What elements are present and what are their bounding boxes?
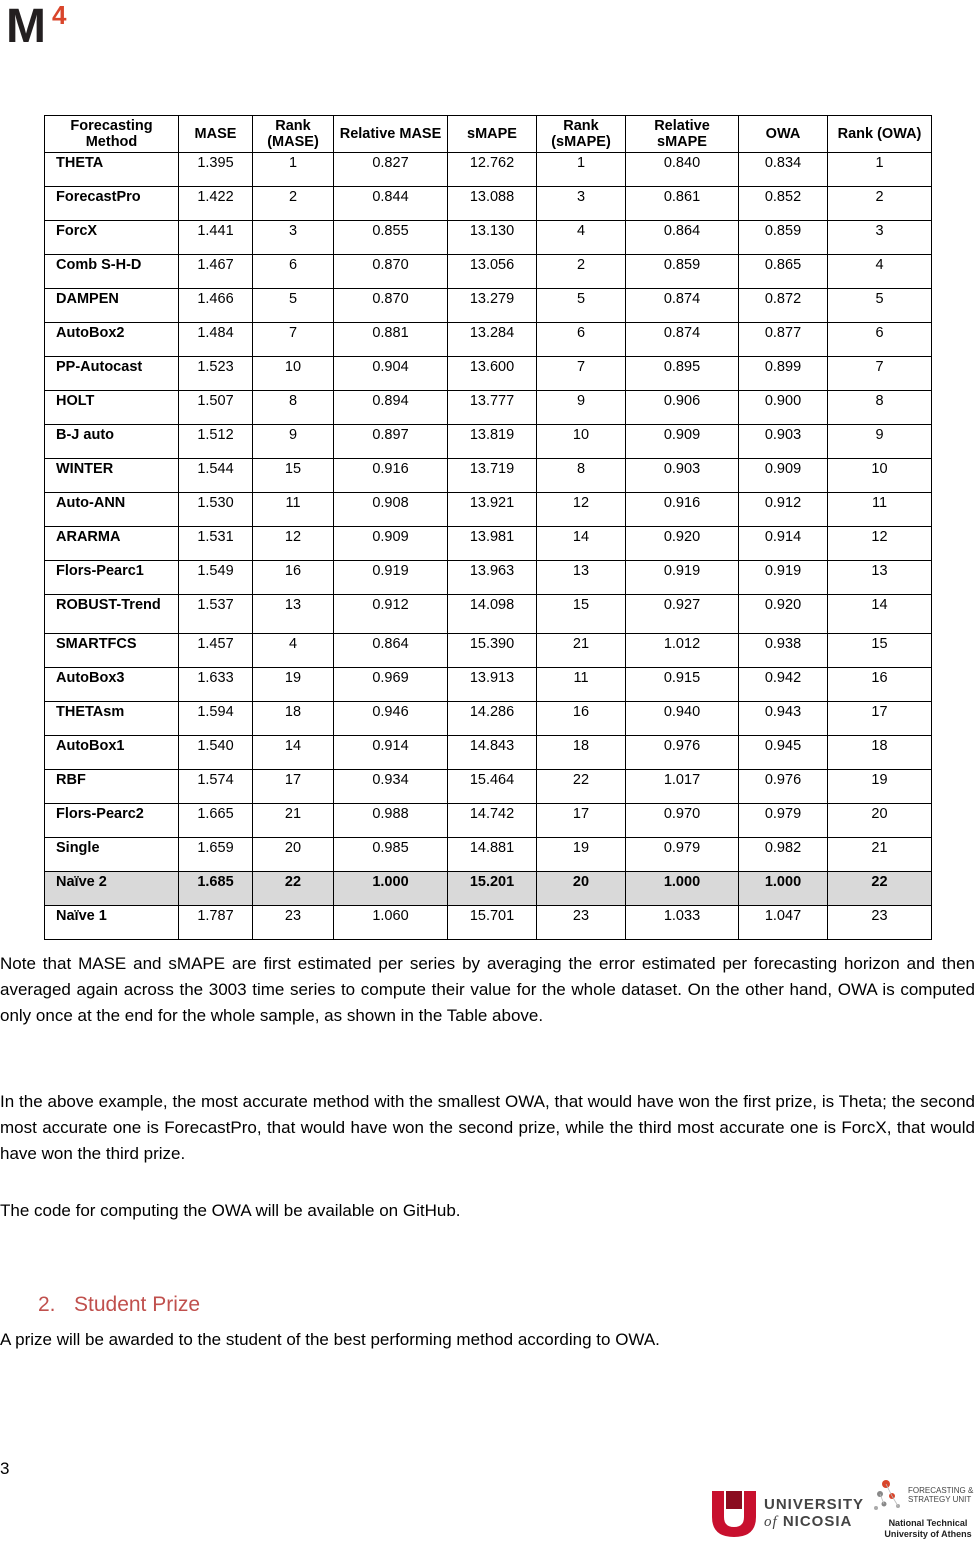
- value-cell: 0.920: [739, 595, 828, 634]
- value-cell: 7: [828, 357, 932, 391]
- value-cell: 11: [253, 493, 334, 527]
- method-name-cell: Flors-Pearc1: [45, 561, 179, 595]
- method-name-cell: THETAsm: [45, 702, 179, 736]
- value-cell: 1.441: [179, 221, 253, 255]
- value-cell: 2: [828, 187, 932, 221]
- value-cell: 0.920: [626, 527, 739, 561]
- value-cell: 7: [253, 323, 334, 357]
- ntua-wordmark: [880, 1518, 975, 1540]
- value-cell: 14.881: [448, 838, 537, 872]
- value-cell: 0.976: [626, 736, 739, 770]
- table-row: [45, 804, 932, 838]
- table-row: [45, 702, 932, 736]
- value-cell: 12: [253, 527, 334, 561]
- value-cell: 1.685: [179, 872, 253, 906]
- method-name-cell: ROBUST-Trend: [45, 595, 179, 634]
- value-cell: 13.963: [448, 561, 537, 595]
- value-cell: 7: [537, 357, 626, 391]
- value-cell: 12: [828, 527, 932, 561]
- value-cell: 1.537: [179, 595, 253, 634]
- value-cell: 1.531: [179, 527, 253, 561]
- value-cell: 13: [828, 561, 932, 595]
- table-row: [45, 357, 932, 391]
- value-cell: 1: [253, 153, 334, 187]
- value-cell: 0.940: [626, 702, 739, 736]
- value-cell: 0.976: [739, 770, 828, 804]
- value-cell: 0.946: [334, 702, 448, 736]
- value-cell: 0.979: [739, 804, 828, 838]
- value-cell: 0.943: [739, 702, 828, 736]
- value-cell: 1.422: [179, 187, 253, 221]
- value-cell: 1.540: [179, 736, 253, 770]
- value-cell: 14.742: [448, 804, 537, 838]
- value-cell: 0.903: [626, 459, 739, 493]
- value-cell: 6: [828, 323, 932, 357]
- value-cell: 1.047: [739, 906, 828, 940]
- value-cell: 0.906: [626, 391, 739, 425]
- value-cell: 0.870: [334, 289, 448, 323]
- value-cell: 15.201: [448, 872, 537, 906]
- value-cell: 0.916: [334, 459, 448, 493]
- value-cell: 1.457: [179, 634, 253, 668]
- value-cell: 1.665: [179, 804, 253, 838]
- value-cell: 15: [537, 595, 626, 634]
- value-cell: 0.865: [739, 255, 828, 289]
- col-header-owa: OWA: [739, 116, 828, 153]
- value-cell: 13.777: [448, 391, 537, 425]
- value-cell: 0.872: [739, 289, 828, 323]
- col-header-rank-mase: Rank (MASE): [253, 116, 334, 153]
- paragraph-example: In the above example, the most accurate method with the smallest OWA, that would have won the first prize, is Theta; the second most accurate one is ForecastPro, that would have won the second prize, while the third most accurate one is ForcX, that would have won the third prize.: [0, 1092, 975, 1163]
- value-cell: 1.574: [179, 770, 253, 804]
- value-cell: 19: [828, 770, 932, 804]
- value-cell: 22: [537, 770, 626, 804]
- value-cell: 13.130: [448, 221, 537, 255]
- table-row: [45, 668, 932, 702]
- university-of-nicosia-logo: [710, 1487, 760, 1539]
- value-cell: 15: [253, 459, 334, 493]
- method-name-cell: Naïve 1: [45, 906, 179, 940]
- value-cell: 0.945: [739, 736, 828, 770]
- method-name-cell: THETA: [45, 153, 179, 187]
- value-cell: 0.912: [739, 493, 828, 527]
- value-cell: 23: [253, 906, 334, 940]
- value-cell: 15.390: [448, 634, 537, 668]
- table-row: [45, 187, 932, 221]
- method-name-cell: HOLT: [45, 391, 179, 425]
- value-cell: 18: [537, 736, 626, 770]
- paragraph-github: The code for computing the OWA will be available on GitHub.: [0, 1201, 461, 1220]
- value-cell: 21: [828, 838, 932, 872]
- value-cell: 14.286: [448, 702, 537, 736]
- value-cell: 16: [828, 668, 932, 702]
- value-cell: 19: [253, 668, 334, 702]
- value-cell: 11: [828, 493, 932, 527]
- value-cell: 1: [828, 153, 932, 187]
- value-cell: 14.843: [448, 736, 537, 770]
- value-cell: 14.098: [448, 595, 537, 634]
- section-heading: [38, 1293, 200, 1317]
- value-cell: 17: [537, 804, 626, 838]
- table-row: [45, 425, 932, 459]
- value-cell: 1.000: [334, 872, 448, 906]
- value-cell: 1.787: [179, 906, 253, 940]
- value-cell: 0.834: [739, 153, 828, 187]
- value-cell: 5: [537, 289, 626, 323]
- value-cell: 13.600: [448, 357, 537, 391]
- value-cell: 18: [253, 702, 334, 736]
- value-cell: 1.512: [179, 425, 253, 459]
- col-header-method: Forecasting Method: [45, 116, 179, 153]
- table-row: [45, 527, 932, 561]
- value-cell: 20: [828, 804, 932, 838]
- table-row: [45, 255, 932, 289]
- value-cell: 9: [253, 425, 334, 459]
- value-cell: 8: [828, 391, 932, 425]
- value-cell: 0.938: [739, 634, 828, 668]
- value-cell: 1.017: [626, 770, 739, 804]
- value-cell: 0.909: [334, 527, 448, 561]
- value-cell: 13.088: [448, 187, 537, 221]
- value-cell: 0.909: [626, 425, 739, 459]
- value-cell: 0.852: [739, 187, 828, 221]
- method-name-cell: DAMPEN: [45, 289, 179, 323]
- value-cell: 15.464: [448, 770, 537, 804]
- value-cell: 17: [253, 770, 334, 804]
- value-cell: 13.981: [448, 527, 537, 561]
- method-name-cell: SMARTFCS: [45, 634, 179, 668]
- value-cell: 0.864: [626, 221, 739, 255]
- value-cell: 0.919: [626, 561, 739, 595]
- section-title: Student Prize: [74, 1293, 201, 1316]
- table-row: [45, 906, 932, 940]
- value-cell: 0.899: [739, 357, 828, 391]
- value-cell: 0.897: [334, 425, 448, 459]
- value-cell: 0.908: [334, 493, 448, 527]
- method-name-cell: B-J auto: [45, 425, 179, 459]
- value-cell: 0.859: [626, 255, 739, 289]
- value-cell: 1.530: [179, 493, 253, 527]
- method-name-cell: Single: [45, 838, 179, 872]
- col-header-rank-owa: Rank (OWA): [828, 116, 932, 153]
- value-cell: 1.659: [179, 838, 253, 872]
- value-cell: 19: [537, 838, 626, 872]
- method-name-cell: ForcX: [45, 221, 179, 255]
- table-row: [45, 459, 932, 493]
- value-cell: 6: [537, 323, 626, 357]
- method-name-cell: WINTER: [45, 459, 179, 493]
- value-cell: 0.970: [626, 804, 739, 838]
- value-cell: 0.870: [334, 255, 448, 289]
- value-cell: 0.861: [626, 187, 739, 221]
- table-row: [45, 493, 932, 527]
- value-cell: 0.874: [626, 323, 739, 357]
- value-cell: 2: [537, 255, 626, 289]
- value-cell: 0.827: [334, 153, 448, 187]
- value-cell: 0.903: [739, 425, 828, 459]
- paragraph-owa-note: Note that MASE and sMAPE are first estimated per series by averaging the error estimated per forecasting horizon and then averaged again across the 3003 time series to compute their value for the whole dataset. On the other hand, OWA is computed only once at the end for the whole sample, as shown in the Table above.: [0, 954, 975, 1025]
- fsu-line2: STRATEGY UNIT: [908, 1495, 972, 1504]
- value-cell: 15: [828, 634, 932, 668]
- value-cell: 1.484: [179, 323, 253, 357]
- value-cell: 13.819: [448, 425, 537, 459]
- value-cell: 18: [828, 736, 932, 770]
- value-cell: 0.844: [334, 187, 448, 221]
- col-header-mase: MASE: [179, 116, 253, 153]
- value-cell: 13: [253, 595, 334, 634]
- value-cell: 12.762: [448, 153, 537, 187]
- method-name-cell: ForecastPro: [45, 187, 179, 221]
- value-cell: 15.701: [448, 906, 537, 940]
- value-cell: 0.894: [334, 391, 448, 425]
- section-number: 2.: [38, 1293, 56, 1316]
- value-cell: 12: [537, 493, 626, 527]
- method-name-cell: AutoBox2: [45, 323, 179, 357]
- table-row: [45, 153, 932, 187]
- table-row: [45, 770, 932, 804]
- table-row: [45, 561, 932, 595]
- method-name-cell: Naïve 2: [45, 872, 179, 906]
- value-cell: 23: [828, 906, 932, 940]
- fsu-line1: FORECASTING &: [908, 1486, 974, 1495]
- value-cell: 10: [828, 459, 932, 493]
- svg-text:M: M: [6, 2, 46, 46]
- table-row: [45, 323, 932, 357]
- method-name-cell: Flors-Pearc2: [45, 804, 179, 838]
- value-cell: 0.904: [334, 357, 448, 391]
- value-cell: 1.033: [626, 906, 739, 940]
- value-cell: 0.916: [626, 493, 739, 527]
- value-cell: 0.912: [334, 595, 448, 634]
- value-cell: 16: [537, 702, 626, 736]
- value-cell: 9: [537, 391, 626, 425]
- value-cell: 1.000: [626, 872, 739, 906]
- value-cell: 1.507: [179, 391, 253, 425]
- method-name-cell: Auto-ANN: [45, 493, 179, 527]
- value-cell: 1.633: [179, 668, 253, 702]
- value-cell: 13.913: [448, 668, 537, 702]
- fsu-wordmark: [908, 1486, 973, 1504]
- value-cell: 0.895: [626, 357, 739, 391]
- unic-line2: of NICOSIA: [764, 1513, 853, 1530]
- value-cell: 0.919: [334, 561, 448, 595]
- page-number: 3: [0, 1459, 10, 1478]
- value-cell: 1.012: [626, 634, 739, 668]
- value-cell: 1.594: [179, 702, 253, 736]
- value-cell: 21: [253, 804, 334, 838]
- value-cell: 0.988: [334, 804, 448, 838]
- m4-logo: [6, 2, 86, 46]
- table-row: [45, 391, 932, 425]
- table-header-row: [45, 116, 932, 153]
- method-name-cell: RBF: [45, 770, 179, 804]
- value-cell: 0.840: [626, 153, 739, 187]
- value-cell: 1.467: [179, 255, 253, 289]
- value-cell: 1: [537, 153, 626, 187]
- value-cell: 13.056: [448, 255, 537, 289]
- value-cell: 8: [537, 459, 626, 493]
- value-cell: 13.284: [448, 323, 537, 357]
- value-cell: 1.000: [739, 872, 828, 906]
- svg-text:4: 4: [52, 2, 67, 30]
- value-cell: 0.919: [739, 561, 828, 595]
- value-cell: 23: [537, 906, 626, 940]
- university-of-nicosia-wordmark: [764, 1496, 864, 1531]
- table-row: [45, 634, 932, 668]
- value-cell: 0.881: [334, 323, 448, 357]
- table-row: [45, 838, 932, 872]
- unic-line1: UNIVERSITY: [764, 1496, 865, 1513]
- results-table: [44, 115, 932, 940]
- table-row: [45, 872, 932, 906]
- value-cell: 5: [253, 289, 334, 323]
- col-header-relative-mase: Relative MASE: [334, 116, 448, 153]
- value-cell: 0.864: [334, 634, 448, 668]
- value-cell: 13.719: [448, 459, 537, 493]
- value-cell: 0.927: [626, 595, 739, 634]
- value-cell: 2: [253, 187, 334, 221]
- value-cell: 20: [537, 872, 626, 906]
- ntua-line1: National Technical: [888, 1518, 968, 1528]
- value-cell: 0.874: [626, 289, 739, 323]
- value-cell: 0.914: [334, 736, 448, 770]
- value-cell: 0.942: [739, 668, 828, 702]
- value-cell: 14: [537, 527, 626, 561]
- value-cell: 10: [253, 357, 334, 391]
- value-cell: 14: [253, 736, 334, 770]
- table-body: [45, 153, 932, 940]
- value-cell: 0.859: [739, 221, 828, 255]
- value-cell: 4: [537, 221, 626, 255]
- value-cell: 1.466: [179, 289, 253, 323]
- value-cell: 0.877: [739, 323, 828, 357]
- value-cell: 0.985: [334, 838, 448, 872]
- value-cell: 9: [828, 425, 932, 459]
- value-cell: 6: [253, 255, 334, 289]
- value-cell: 20: [253, 838, 334, 872]
- ntua-line2: University of Athens: [884, 1529, 972, 1539]
- table-row: [45, 289, 932, 323]
- value-cell: 1.523: [179, 357, 253, 391]
- value-cell: 1.395: [179, 153, 253, 187]
- value-cell: 0.900: [739, 391, 828, 425]
- method-name-cell: ARARMA: [45, 527, 179, 561]
- method-name-cell: AutoBox3: [45, 668, 179, 702]
- value-cell: 0.855: [334, 221, 448, 255]
- value-cell: 13.921: [448, 493, 537, 527]
- value-cell: 22: [253, 872, 334, 906]
- value-cell: 14: [828, 595, 932, 634]
- value-cell: 0.982: [739, 838, 828, 872]
- method-name-cell: AutoBox1: [45, 736, 179, 770]
- col-header-smape: sMAPE: [448, 116, 537, 153]
- value-cell: 3: [537, 187, 626, 221]
- value-cell: 10: [537, 425, 626, 459]
- value-cell: 0.914: [739, 527, 828, 561]
- value-cell: 21: [537, 634, 626, 668]
- col-header-relative-smape: Relative sMAPE: [626, 116, 739, 153]
- value-cell: 3: [828, 221, 932, 255]
- value-cell: 13.279: [448, 289, 537, 323]
- table-row: [45, 221, 932, 255]
- table-row: [45, 595, 932, 634]
- value-cell: 4: [253, 634, 334, 668]
- value-cell: 16: [253, 561, 334, 595]
- value-cell: 0.979: [626, 838, 739, 872]
- value-cell: 1.060: [334, 906, 448, 940]
- value-cell: 1.544: [179, 459, 253, 493]
- value-cell: 0.934: [334, 770, 448, 804]
- method-name-cell: PP-Autocast: [45, 357, 179, 391]
- value-cell: 0.915: [626, 668, 739, 702]
- value-cell: 17: [828, 702, 932, 736]
- value-cell: 1.549: [179, 561, 253, 595]
- value-cell: 11: [537, 668, 626, 702]
- value-cell: 13: [537, 561, 626, 595]
- table-row: [45, 736, 932, 770]
- value-cell: 22: [828, 872, 932, 906]
- value-cell: 5: [828, 289, 932, 323]
- value-cell: 8: [253, 391, 334, 425]
- value-cell: 4: [828, 255, 932, 289]
- paragraph-student-prize: A prize will be awarded to the student of the best performing method according to OWA.: [0, 1330, 660, 1349]
- value-cell: 3: [253, 221, 334, 255]
- value-cell: 0.909: [739, 459, 828, 493]
- value-cell: 0.969: [334, 668, 448, 702]
- col-header-rank-smape: Rank (sMAPE): [537, 116, 626, 153]
- method-name-cell: Comb S-H-D: [45, 255, 179, 289]
